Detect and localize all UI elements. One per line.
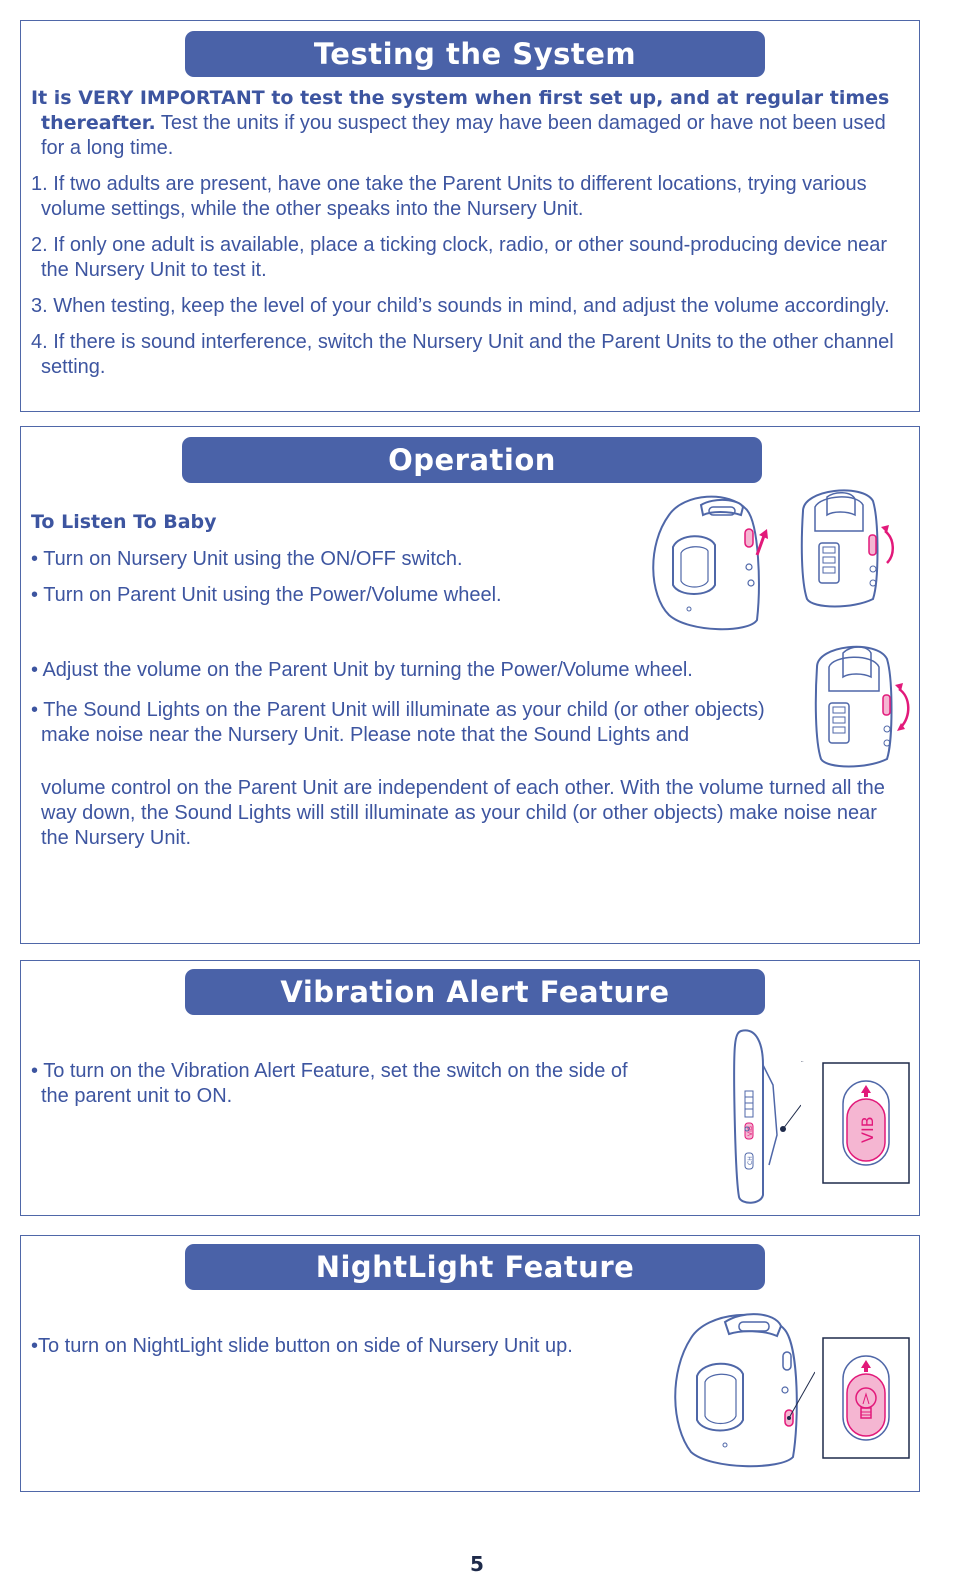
testing-step-4: 4. If there is sound interference, switch the Nursery Unit and the Parent Units to the other channel setting.: [31, 331, 894, 378]
nightlight-title: NightLight Feature: [185, 1244, 765, 1290]
operation-title: Operation: [182, 437, 762, 483]
testing-intro-bold: It is VERY IMPORTANT to test the system when first set up, and at regular times thereafter.: [31, 87, 890, 134]
testing-intro-rest: Test the units if you suspect they may have been damaged or have not been used for a long time.: [41, 112, 886, 159]
testing-title: Testing the System: [185, 31, 765, 77]
testing-intro: [31, 86, 909, 161]
operation-section: [20, 426, 920, 944]
nursery-unit-illustration: [639, 485, 799, 635]
operation-bullet-2: • Turn on Parent Unit using the Power/Volume wheel.: [31, 584, 502, 606]
testing-section: [20, 20, 920, 412]
nightlight-switch-zoom: [801, 1336, 911, 1462]
parent-unit-illustration-1: [793, 481, 903, 611]
vibration-bullet: • To turn on the Vibration Alert Feature, set the switch on the side of the parent unit to ON.: [31, 1060, 628, 1107]
operation-bullet-1: • Turn on Nursery Unit using the ON/OFF switch.: [31, 548, 463, 570]
parent-unit-illustration-2: [803, 637, 913, 777]
operation-bullet-3: • Adjust the volume on the Parent Unit by turning the Power/Volume wheel.: [31, 659, 693, 681]
operation-subheading: To Listen To Baby: [31, 511, 217, 533]
page-number: 5: [470, 1552, 484, 1576]
vibration-section: [20, 960, 920, 1216]
nightlight-section: [20, 1235, 920, 1492]
testing-step-2: 2. If only one adult is available, place a ticking clock, radio, or other sound-producing device near the Nursery Unit to test it.: [31, 234, 888, 281]
parent-unit-side-illustration: [711, 1025, 801, 1207]
testing-body: [31, 86, 909, 391]
side-vib-label: VIB: [747, 1126, 754, 1136]
side-ch-label: CH: [747, 1156, 754, 1165]
vibration-title: Vibration Alert Feature: [185, 969, 765, 1015]
testing-step-1: 1. If two adults are present, have one take the Parent Units to different locations, trying various volume settings, while the other speaks into the Nursery Unit.: [31, 173, 867, 220]
vib-switch-label: VIB: [858, 1116, 877, 1143]
operation-bullet-4: • The Sound Lights on the Parent Unit will illuminate as your child (or other objects) make noise near the Nursery Unit. Please note that the Sound Lights and: [31, 699, 765, 746]
testing-step-3: 3. When testing, keep the level of your child’s sounds in mind, and adjust the volume accordingly.: [31, 295, 890, 317]
vib-switch-zoom: [801, 1061, 911, 1187]
nightlight-bullet: •To turn on NightLight slide button on side of Nursery Unit up.: [31, 1335, 573, 1357]
nursery-unit-nightlight-illustration: [665, 1302, 815, 1472]
operation-bullet-4-cont: volume control on the Parent Unit are independent of each other. With the volume turned all the way down, the Sound Lights will still illuminate as your child (or other objects) make noise near the Nursery Unit.: [41, 777, 885, 849]
